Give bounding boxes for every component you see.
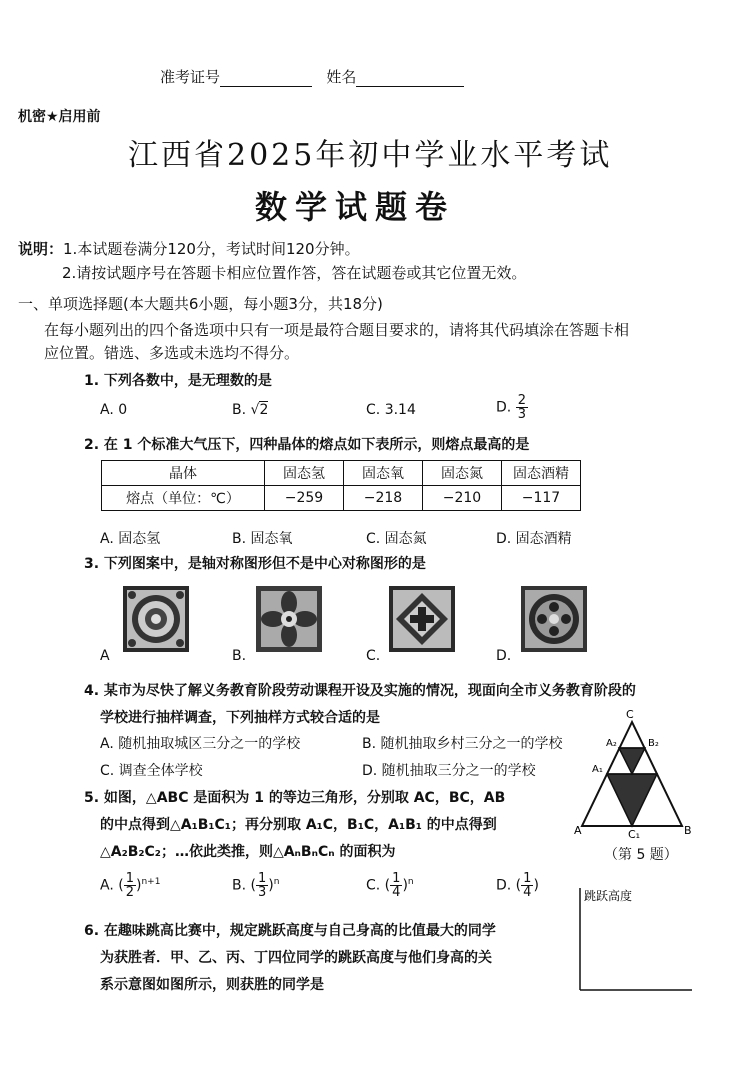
admission-number-field [160,66,464,87]
name-blank [356,70,464,87]
table-header-cell: 固态酒精 [502,461,581,486]
q3-stem: 3. 下列图案中，是轴对称图形但不是中心对称图形的是 [84,556,426,572]
q4-option-c: C. 调查全体学校 [100,763,203,779]
table-cell: −117 [502,486,581,511]
table-header-cell: 晶体 [102,461,265,486]
q3-pattern-c [388,585,456,653]
table-row-label: 熔点（单位：℃） [102,486,265,511]
q3-option-d: D. [496,648,512,664]
graph-y-label: 跳跃高度 [584,889,633,903]
label-c1: C₁ [628,828,641,841]
q1-option-d: D. $\frac{2}{3}$ [496,393,526,422]
confidential-mark: 机密★启用前 [18,109,101,125]
q3-pattern-a [122,585,190,653]
q3-option-a: A [100,648,110,664]
q5-option-d: D. ( $\frac{1}{4}$ ) [496,871,539,900]
section-1-intro-line-1: 在每小题列出的四个备选项中只有一项是最符合题目要求的，请将其代码填涂在答题卡相 [44,321,630,339]
admission-number-blank [220,70,312,87]
q3-pattern-d [520,585,588,653]
exam-title: 江西省2025年初中学业水平考试 [128,138,613,173]
q1-option-a: A. 0 [100,402,128,418]
q4-option-d: D. 随机抽取三分之一的学校 [362,763,536,779]
q2-stem: 2. 在 1 个标准大气压下，四种晶体的熔点如下表所示，则熔点最高的是 [84,437,530,453]
q2-option-a: A. 固态氢 [100,531,161,547]
q6-jump-graph [574,884,694,996]
q5-option-a: A. ( $\frac{1}{2}$ )$^{n+1}$ [100,871,161,900]
q6-stem-line-2: 为获胜者．甲、乙、丙、丁四位同学的跳跃高度与他们身高的关 [100,950,492,966]
q1-option-c: C. 3.14 [366,402,416,418]
note-2: 2.请按试题序号在答题卡相应位置作答，答在试题卷或其它位置无效。 [62,264,527,282]
q5-stem-line-2: 的中点得到△A₁B₁C₁；再分别取 A₁C，B₁C，A₁B₁ 的中点得到 [100,817,497,833]
q4-stem-line-1: 4. 某市为尽快了解义务教育阶段劳动课程开设及实施的情况，现面向全市义务教育阶段的 [84,683,636,699]
q5-option-c: C. ( $\frac{1}{4}$ )$^n$ [366,871,414,900]
q5-stem-line-1: 5. 如图，△ABC 是面积为 1 的等边三角形，分别取 AC，BC，AB [84,790,506,806]
q5-triangle-figure [572,706,702,846]
notes-line-1 [18,238,360,259]
q1-stem: 1. 下列各数中，是无理数的是 [84,373,272,389]
name-label: 姓名 [326,68,357,86]
label-c: C [626,708,634,721]
notes-label: 说明： [18,240,64,258]
q1-option-b: B. √2 [232,402,269,418]
q5-figure-caption: （第 5 题） [604,847,678,863]
melting-point-table [101,460,581,511]
q6-stem-line-1: 6. 在趣味跳高比赛中，规定跳跃高度与自己身高的比值最大的同学 [84,923,496,939]
note-1: 1.本试题卷满分120分，考试时间120分钟。 [63,240,360,258]
q3-option-c: C. [366,648,381,664]
q4-option-b: B. 随机抽取乡村三分之一的学校 [362,736,563,752]
q4-option-a: A. 随机抽取城区三分之一的学校 [100,736,301,752]
table-row [102,486,581,511]
table-row [102,461,581,486]
q2-option-c: C. 固态氮 [366,531,427,547]
section-1-intro-line-2: 应位置。错选、多选或未选均不得分。 [44,344,300,362]
table-cell: −210 [423,486,502,511]
q2-option-b: B. 固态氧 [232,531,293,547]
q6-stem-line-3: 系示意图如图所示，则获胜的同学是 [100,977,324,993]
table-header-cell: 固态氧 [344,461,423,486]
table-header-cell: 固态氢 [265,461,344,486]
label-a1: A₁ [592,764,603,775]
q3-pattern-b [255,585,323,653]
table-header-cell: 固态氮 [423,461,502,486]
label-b: B [684,824,692,837]
q5-stem-line-3: △A₂B₂C₂；…依此类推，则△AₙBₙCₙ 的面积为 [100,844,396,860]
exam-subtitle: 数学试题卷 [255,188,456,226]
section-1-heading: 一、单项选择题(本大题共6小题，每小题3分，共18分) [18,295,383,313]
label-b2: B₂ [648,738,659,749]
q4-stem-line-2: 学校进行抽样调查，下列抽样方式较合适的是 [100,710,380,726]
label-a2: A₂ [606,738,617,749]
admission-number-label: 准考证号 [160,68,221,86]
q5-option-b: B. ( $\frac{1}{3}$ )$^n$ [232,871,280,900]
table-cell: −218 [344,486,423,511]
table-cell: −259 [265,486,344,511]
q2-option-d: D. 固态酒精 [496,531,572,547]
q3-option-b: B. [232,648,247,664]
label-a: A [574,824,582,837]
